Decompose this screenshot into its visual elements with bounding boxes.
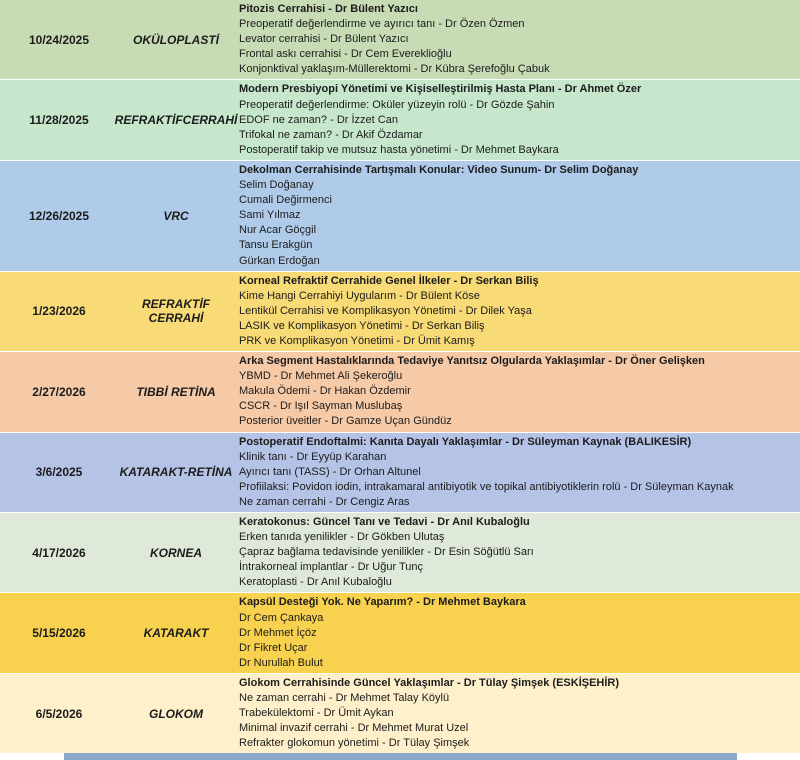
session-content bbox=[234, 0, 800, 79]
session-content bbox=[234, 674, 800, 753]
session-date: 12/26/2025 bbox=[28, 208, 90, 223]
schedule-row bbox=[0, 271, 800, 351]
session-title: Glokom Cerrahisinde Güncel Yaklaşımlar - Dr Tülay Şimşek (ESKİŞEHİR) bbox=[239, 676, 620, 689]
session-item: Frontal askı cerrahisi - Dr Cem Evereklioğlu bbox=[239, 48, 452, 61]
session-item: CSCR - Dr Işıl Sayman Muslubaş bbox=[239, 400, 403, 413]
schedule-row bbox=[0, 0, 800, 79]
schedule-row bbox=[0, 432, 800, 512]
schedule-row bbox=[0, 160, 800, 271]
session-item: Dr Cem Çankaya bbox=[239, 611, 324, 624]
session-item: Dr Nurullah Bulut bbox=[239, 656, 323, 669]
session-item: Cumali Değirmenci bbox=[239, 194, 332, 207]
schedule-row bbox=[0, 592, 800, 672]
session-content bbox=[234, 593, 800, 672]
session-date: 2/27/2026 bbox=[32, 384, 86, 399]
session-date: 3/6/2025 bbox=[35, 465, 83, 480]
session-date: 4/17/2026 bbox=[32, 545, 86, 560]
session-item: EDOF ne zaman? - Dr İzzet Can bbox=[239, 113, 398, 126]
session-item: İntrakorneal implantlar - Dr Uğur Tunç bbox=[239, 561, 424, 574]
session-item: Makula Ödemi - Dr Hakan Özdemir bbox=[239, 385, 411, 398]
session-content bbox=[234, 80, 800, 159]
session-item: Preoperatif değerlendirme ve ayırıcı tanı - Dr Özen Özmen bbox=[239, 18, 525, 31]
session-title: Korneal Refraktif Cerrahide Genel İlkeler - Dr Serkan Biliş bbox=[239, 274, 539, 287]
session-item: Lentikül Cerrahisi ve Komplikasyon Yönetimi - Dr Dilek Yaşa bbox=[239, 304, 532, 317]
session-item: Klinik tanı - Dr Eyyüp Karahan bbox=[239, 450, 387, 463]
session-content bbox=[234, 513, 800, 592]
session-item: Dr Fikret Uçar bbox=[239, 641, 308, 654]
session-title: Arka Segment Hastalıklarında Tedaviye Yanıtsız Olgularda Yaklaşımlar - Dr Öner Gelişken bbox=[239, 355, 705, 368]
session-item: Çapraz bağlama tedavisinde yenilikler - Dr Esin Söğütlü Sarı bbox=[239, 546, 534, 559]
session-item: YBMD - Dr Mehmet Ali Şekeroğlu bbox=[239, 370, 403, 383]
session-category: TIBBİ RETİNA bbox=[136, 384, 216, 399]
session-title: Kapsül Desteği Yok. Ne Yaparım? - Dr Mehmet Baykara bbox=[239, 596, 526, 609]
session-item: Tansu Erakgün bbox=[239, 239, 313, 252]
session-item: Keratoplasti - Dr Anıl Kubaloğlu bbox=[239, 576, 392, 589]
session-item: PRK ve Komplikasyon Yönetimi - Dr Ümit Kamış bbox=[239, 334, 475, 347]
session-content bbox=[234, 433, 800, 512]
session-content bbox=[234, 352, 800, 431]
session-date: 5/15/2026 bbox=[32, 626, 86, 641]
session-item: Konjonktival yaklaşım-Müllerektomi - Dr Kübra Şerefoğlu Çabuk bbox=[239, 63, 550, 76]
session-item: Selim Doğanay bbox=[239, 179, 314, 192]
session-content bbox=[234, 161, 800, 271]
session-category: REFRAKTİFCERRAHİ bbox=[114, 113, 238, 128]
session-item: Minimal invazif cerrahi - Dr Mehmet Murat Uzel bbox=[239, 722, 469, 735]
session-category: REFRAKTİF CERRAHİ bbox=[142, 297, 210, 326]
session-item: Trabekülektomi - Dr Ümit Aykan bbox=[239, 707, 394, 720]
session-title: Pitozis Cerrahisi - Dr Bülent Yazıcı bbox=[239, 3, 418, 15]
session-title: Dekolman Cerrahisinde Tartışmalı Konular: Video Sunum- Dr Selim Doğanay bbox=[239, 163, 639, 176]
schedule-row bbox=[0, 673, 800, 753]
schedule-row bbox=[0, 351, 800, 431]
session-category: OKÜLOPLASTİ bbox=[133, 32, 219, 47]
session-date: 1/23/2026 bbox=[32, 304, 86, 319]
session-date: 11/28/2025 bbox=[29, 113, 89, 128]
session-item: Sami Yılmaz bbox=[239, 209, 301, 222]
session-item: Nur Acar Göçgil bbox=[239, 224, 317, 237]
session-item: Levator cerrahisi - Dr Bülent Yazıcı bbox=[239, 33, 409, 46]
session-item: Postoperatif takip ve mutsuz hasta yönetimi - Dr Mehmet Baykara bbox=[239, 143, 559, 156]
session-item: Kime Hangi Cerrahiyi Uygularım - Dr Bülent Köse bbox=[239, 289, 480, 302]
session-category: KATARAKT-RETİNA bbox=[119, 465, 233, 480]
session-content bbox=[234, 272, 800, 351]
session-item: LASIK ve Komplikasyon Yönetimi - Dr Serkan Biliş bbox=[239, 319, 485, 332]
session-date: 6/5/2026 bbox=[35, 706, 83, 721]
session-item: Gürkan Erdoğan bbox=[239, 254, 320, 267]
session-title: Keratokonus: Güncel Tanı ve Tedavi - Dr Anıl Kubaloğlu bbox=[239, 516, 530, 528]
session-item: Dr Mehmet İçöz bbox=[239, 626, 317, 639]
session-item: Refrakter glokomun yönetimi - Dr Tülay Şimşek bbox=[239, 737, 470, 750]
session-title: Modern Presbiyopi Yönetimi ve Kişiselleştirilmiş Hasta Planı - Dr Ahmet Özer bbox=[239, 83, 642, 96]
session-item: Ne zaman cerrahi - Dr Mehmet Talay Köylü bbox=[239, 692, 450, 705]
session-date: 10/24/2025 bbox=[28, 32, 90, 47]
session-item: Erken tanıda yenilikler - Dr Gökben Ulutaş bbox=[239, 531, 445, 544]
session-category: VRC bbox=[163, 208, 189, 223]
schedule-row bbox=[0, 512, 800, 592]
session-item: Profiilaksi: Povidon iodin, intrakamaral antibiyotik ve topikal antibiyotiklerin rolü - Dr Süleyman Kaynak bbox=[239, 480, 734, 493]
session-item: Trifokal ne zaman? - Dr Akif Özdamar bbox=[239, 128, 423, 141]
schedule-row bbox=[0, 79, 800, 159]
session-item: Ayırıcı tanı (TASS) - Dr Orhan Altunel bbox=[239, 465, 421, 478]
session-item: Preoperatif değerlendirme: Oküler yüzeyin rolü - Dr Gözde Şahin bbox=[239, 98, 555, 111]
session-category: GLOKOM bbox=[149, 706, 203, 721]
session-category: KATARAKT bbox=[143, 626, 209, 641]
session-title: Postoperatif Endoftalmi: Kanıta Dayalı Yaklaşımlar - Dr Süleyman Kaynak (BALIKESİR) bbox=[239, 435, 692, 448]
session-category: KORNEA bbox=[149, 545, 202, 560]
session-item: Posterior üveitler - Dr Gamze Uçan Gündüz bbox=[239, 415, 452, 428]
session-item: Ne zaman cerrahi - Dr Cengiz Aras bbox=[239, 495, 410, 508]
